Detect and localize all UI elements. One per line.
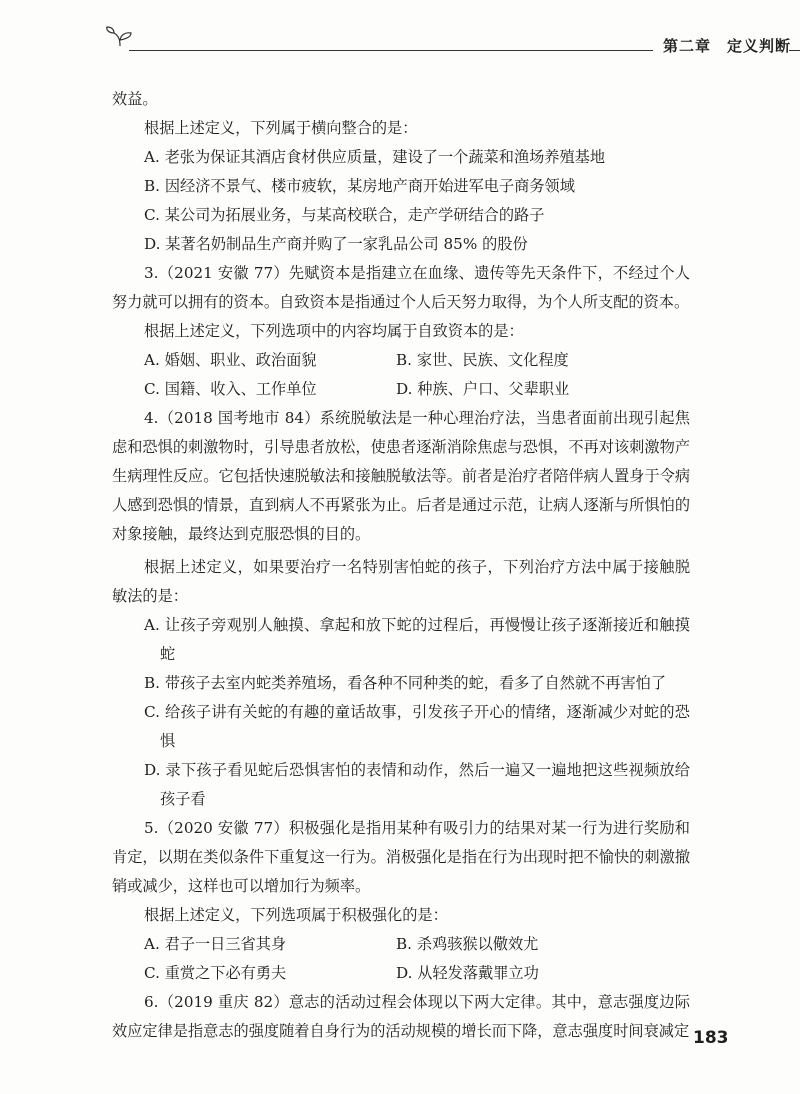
option-d: D. 某著名奶制品生产商并购了一家乳品公司 85% 的股份 xyxy=(144,235,528,253)
paragraph-continuation: 效益。 xyxy=(112,90,158,108)
option-b: B. 因经济不景气、楼市疲软，某房地产商开始进军电子商务领域 xyxy=(144,177,575,195)
option-b: B. 杀鸡骇猴以儆效尤 xyxy=(396,935,539,953)
option-a: A. 婚姻、职业、政治面貌 xyxy=(144,351,317,369)
option-row xyxy=(112,959,690,988)
option-c: C. 国籍、收入、工作单位 xyxy=(144,380,317,398)
sprout-icon xyxy=(105,26,135,48)
option-c: C. 重赏之下必有勇夫 xyxy=(144,964,287,982)
option-b: B. 带孩子去室内蛇类养殖场，看各种不同种类的蛇，看多了自然就不再害怕了 xyxy=(144,674,667,692)
option-row xyxy=(112,375,690,404)
page-number: 183 xyxy=(693,1028,729,1048)
option-a: A. 让孩子旁观别人触摸、拿起和放下蛇的过程后，再慢慢让孩子逐渐接近和触摸蛇 xyxy=(144,616,690,663)
header-rule-left xyxy=(129,50,653,51)
question-4-stem: 4.（2018 国考地市 84）系统脱敏法是一种心理治疗法，当患者面前出现引起焦虑和恐惧的刺激物时，引导患者放松，使患者逐渐消除焦虑与恐惧，不再对该刺激物产生病理性反应。它包括快速脱敏法和接触脱敏法等。前者是治疗者陪伴病人置身于令病人感到恐惧的情景，直到病人不再紧张为止。后者是通过示范，让病人逐渐与所惧怕的对象接触，最终达到克服恐惧的目的。 xyxy=(112,409,690,543)
header-rule-right xyxy=(789,50,800,51)
question-prompt: 根据上述定义，下列属于横向整合的是： xyxy=(144,119,418,137)
running-header xyxy=(105,22,792,58)
option-row xyxy=(112,930,690,959)
question-prompt: 根据上述定义，下列选项属于积极强化的是： xyxy=(144,906,448,924)
option-d: D. 录下孩子看见蛇后恐惧害怕的表情和动作，然后一遍又一遍地把这些视频放给孩子看 xyxy=(144,761,690,808)
option-d: D. 种族、户口、父辈职业 xyxy=(396,380,570,398)
option-c: C. 给孩子讲有关蛇的有趣的童话故事，引发孩子开心的情绪，逐渐减少对蛇的恐惧 xyxy=(144,703,690,750)
option-a: A. 君子一日三省其身 xyxy=(144,935,287,953)
chapter-title: 第二章 定义判断 xyxy=(663,37,792,55)
question-6-stem: 6.（2019 重庆 82）意志的活动过程会体现以下两大定律。其中，意志强度边际效应定律是指意志的强度随着自身行为的活动规模的增长而下降，意志强度时间衰减定 xyxy=(112,993,690,1040)
option-b: B. 家世、民族、文化程度 xyxy=(396,351,569,369)
question-3-stem: 3.（2021 安徽 77）先赋资本是指建立在血缘、遗传等先天条件下，不经过个人努力就可以拥有的资本。自致资本是指通过个人后天努力取得，为个人所支配的资本。 xyxy=(112,264,690,311)
question-prompt: 根据上述定义，如果要治疗一名特别害怕蛇的孩子，下列治疗方法中属于接触脱敏法的是： xyxy=(112,558,690,605)
option-a: A. 老张为保证其酒店食材供应质量，建设了一个蔬菜和渔场养殖基地 xyxy=(144,148,606,166)
option-c: C. 某公司为拓展业务，与某高校联合，走产学研结合的路子 xyxy=(144,206,545,224)
option-d: D. 从轻发落戴罪立功 xyxy=(396,964,539,982)
question-prompt: 根据上述定义，下列选项中的内容均属于自致资本的是： xyxy=(144,322,524,340)
question-5-stem: 5.（2020 安徽 77）积极强化是指用某种有吸引力的结果对某一行为进行奖励和肯定，以期在类似条件下重复这一行为。消极强化是指在行为出现时把不愉快的刺激撤销或减少，这样也可以增加行为频率。 xyxy=(112,819,690,895)
option-row xyxy=(112,346,690,375)
page-body xyxy=(112,85,690,1046)
